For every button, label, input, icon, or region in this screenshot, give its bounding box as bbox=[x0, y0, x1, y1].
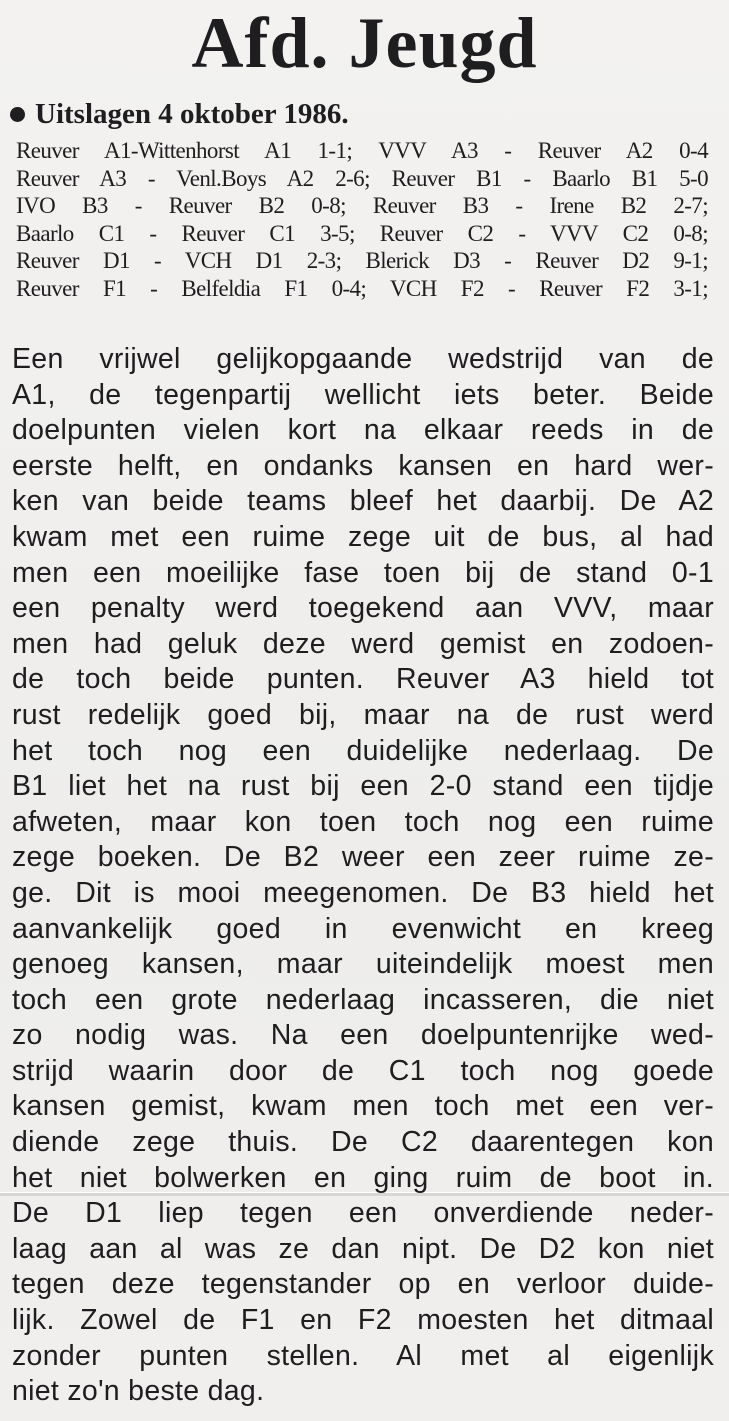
body-line: men had geluk deze werd gemist en zodoen- bbox=[12, 627, 714, 660]
body-line: lijk. Zowel de F1 en F2 moesten het ditmaal bbox=[12, 1304, 714, 1337]
result-line: Reuver F1 - Belfeldia F1 0-4; VCH F2 - Reuver F2 3-1; bbox=[16, 275, 708, 301]
body-line: B1 liet het na rust bij een 2-0 stand een tijdje bbox=[12, 770, 714, 803]
result-line: Baarlo C1 - Reuver C1 3-5; Reuver C2 - VVV C2 0-8; bbox=[16, 220, 708, 246]
body-line: de toch beide punten. Reuver A3 hield tot bbox=[12, 663, 714, 696]
body-line: men een moeilijke fase toen bij de stand 0-1 bbox=[12, 556, 714, 589]
body-line: strijd waarin door de C1 toch nog goede bbox=[12, 1054, 714, 1087]
body-line: De D1 liep tegen een onverdiende neder- bbox=[12, 1197, 714, 1230]
results-heading bbox=[10, 98, 349, 131]
body-line: Een vrijwel gelijkopgaande wedstrijd van de bbox=[12, 343, 714, 375]
body-line: een penalty werd toegekend aan VVV, maar bbox=[12, 592, 714, 625]
body-line: diende zege thuis. De C2 daarentegen kon bbox=[12, 1126, 714, 1159]
body-line: ge. Dit is mooi meegenomen. De B3 hield het bbox=[12, 876, 714, 909]
body-line: doelpunten vielen kort na elkaar reeds in de bbox=[12, 414, 714, 447]
results-list bbox=[16, 137, 708, 302]
body-line: rust redelijk goed bij, maar na de rust werd bbox=[12, 698, 714, 731]
body-line: zo nodig was. Na een doelpuntenrijke wed- bbox=[12, 1019, 714, 1052]
body-line: toch een grote nederlaag incasseren, die niet bbox=[12, 983, 714, 1016]
body-line: kwam met een ruime zege uit de bus, al had bbox=[12, 520, 714, 553]
bullet-icon bbox=[10, 107, 25, 122]
article-title: Afd. Jeugd bbox=[191, 3, 538, 83]
body-line: het toch nog een duidelijke nederlaag. De bbox=[12, 734, 714, 767]
body-line: laag aan al was ze dan nipt. De D2 kon niet bbox=[12, 1232, 714, 1265]
body-line: eerste helft, en ondanks kansen en hard wer- bbox=[12, 449, 714, 482]
body-line: het niet bolwerken en ging ruim de boot in. bbox=[12, 1161, 714, 1194]
body-line: zege boeken. De B2 weer een zeer ruime ze- bbox=[12, 841, 714, 874]
article-body bbox=[12, 342, 714, 1410]
body-line: genoeg kansen, maar uiteindelijk moest men bbox=[12, 948, 714, 981]
results-heading-text: Uitslagen 4 oktober 1986. bbox=[35, 98, 349, 130]
body-line: zonder punten stellen. Al met al eigenlijk bbox=[12, 1339, 714, 1372]
body-line: aanvankelijk goed in evenwicht en kreeg bbox=[12, 912, 714, 945]
result-line: Reuver D1 - VCH D1 2-3; Blerick D3 - Reuver D2 9-1; bbox=[16, 248, 708, 273]
body-line: niet zo'n beste dag. bbox=[12, 1375, 265, 1408]
body-line: A1, de tegenpartij wellicht iets beter. Beide bbox=[12, 378, 714, 411]
body-line: kansen gemist, kwam men toch met een ver- bbox=[12, 1090, 714, 1123]
body-line: ken van beide teams bleef het daarbij. De A2 bbox=[12, 485, 714, 518]
result-line: IVO B3 - Reuver B2 0-8; Reuver B3 - Irene B2 2-7; bbox=[16, 193, 708, 218]
result-line: Reuver A3 - Venl.Boys A2 2-6; Reuver B1 - Baarlo B1 5-0 bbox=[16, 165, 708, 191]
body-line: tegen deze tegenstander op en verloor duide- bbox=[12, 1268, 714, 1301]
body-line: afweten, maar kon toen toch nog een ruime bbox=[12, 805, 714, 838]
result-line: Reuver A1-Wittenhorst A1 1-1; VVV A3 - Reuver A2 0-4 bbox=[16, 138, 708, 163]
